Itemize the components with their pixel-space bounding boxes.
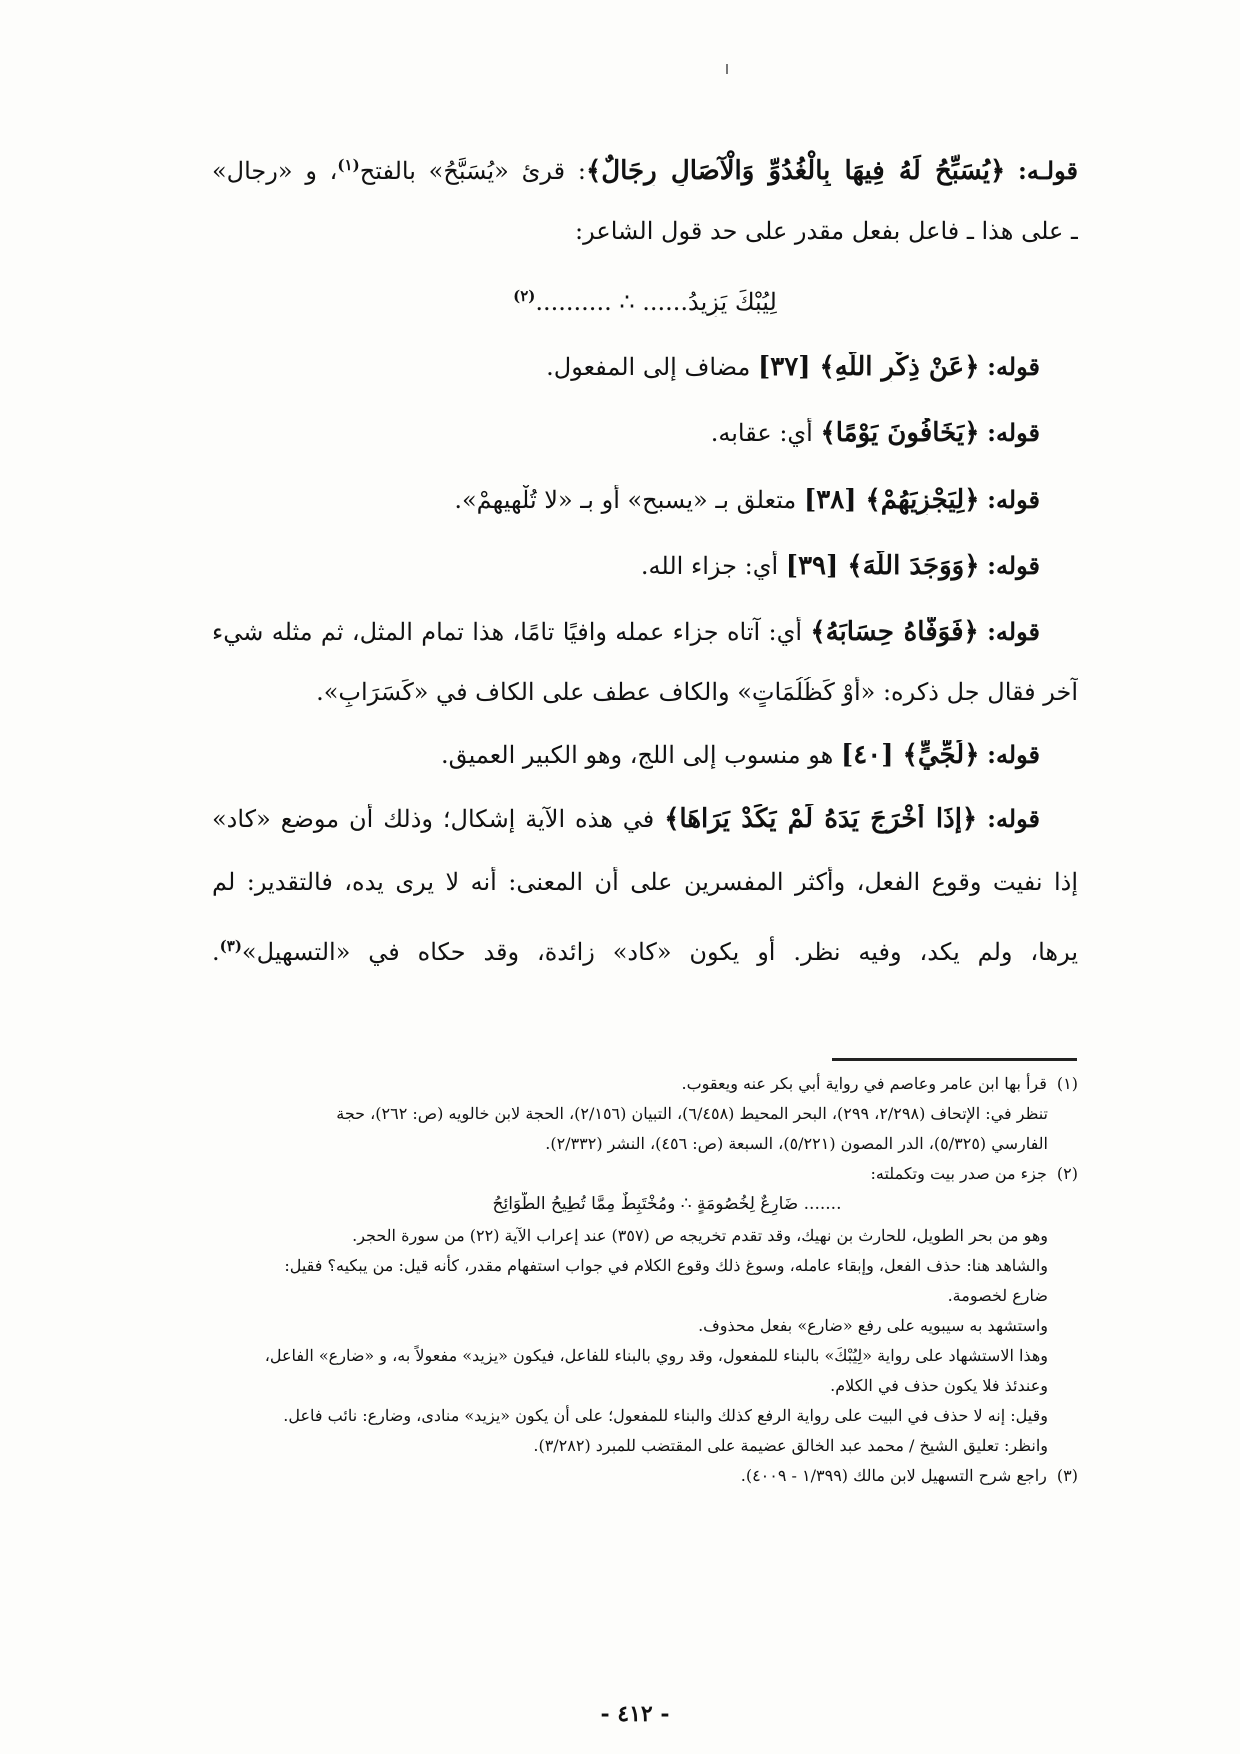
- quran-quote: ﴿وَوَجَدَ اللَّهَ﴾ [٣٩]: [785, 551, 980, 581]
- line-10: [212, 740, 1078, 770]
- footnote-1-line-2: تنظر في: الإتحاف (٢/٢٩٨، ٢٩٩)، البحر المحيط (٦/٤٥٨)، التبيان (٢/١٥٦)، الحجة لابن خالويه (ص: ٢٦٢)، حجة: [336, 1104, 1048, 1123]
- quran-quote: ﴿عَنْ ذِكْرِ اللَّهِ﴾ [٣٧]: [757, 352, 980, 382]
- keyword: قوله:: [987, 617, 1040, 646]
- footnote-1: [256, 1072, 1078, 1096]
- line-2: ـ على هذا ـ فاعل بفعل مقدر على حد قول الشاعر:: [575, 217, 1078, 245]
- footnote-2-line-h: وقيل: إنه لا حذف في البيت على رواية الرفع كذلك والبناء للمفعول؛ على أن يكون «يزيد» منادى، وضارع: نائب فاعل.: [283, 1406, 1048, 1425]
- line-8: [212, 617, 1078, 647]
- line-13: [212, 931, 1078, 967]
- line-1: [212, 150, 1078, 186]
- text: أي: عقابه.: [710, 419, 813, 447]
- quran-quote: ﴿لُجِّيٍّ﴾ [٤٠]: [840, 740, 980, 770]
- quran-quote: ﴿يَخَافُونَ يَوْمًا﴾: [820, 418, 980, 448]
- text: : قرئ «يُسَبَّحُ» بالفتح: [359, 157, 586, 185]
- verse-text: لِيُبْكَ يَزِيدُ...... ∴ ..........: [535, 288, 777, 316]
- text: .: [212, 938, 220, 966]
- keyword: قوله:: [987, 418, 1040, 447]
- footnotes: [256, 1072, 1078, 1488]
- footnote-2-verse: ....... ضَارِعٌ لِخُصُومَةٍ ∴ ومُخْتَبِطٌ مِمَّا تُطِيحُ الطَّوَائِحُ: [492, 1194, 842, 1214]
- top-tick-mark: [726, 64, 728, 74]
- footnote-ref: (٢): [513, 287, 536, 305]
- text: في هذه الآية إشكال؛ وذلك أن موضع «كاد»: [212, 805, 655, 833]
- footnote-2-line-g: وعندئذ فلا يكون حذف في الكلام.: [830, 1376, 1048, 1395]
- line-7: [212, 551, 1078, 581]
- footnote-separator: [832, 1058, 1077, 1061]
- footnote-text: قرأ بها ابن عامر وعاصم في رواية أبي بكر عنه ويعقوب.: [681, 1074, 1047, 1093]
- footnote-2-line-f: وهذا الاستشهاد على رواية «لِيُبْكَ» بالبناء للمفعول، وقد روي بالبناء للفاعل، فيكون «يزيد» مفعولاً به، و «ضارع» الفاعل،: [264, 1346, 1048, 1365]
- footnote-2-line-i: وانظر: تعليق الشيخ / محمد عبد الخالق عضيمة على المقتضب للمبرد (٣/٢٨٢).: [533, 1436, 1048, 1455]
- line-9: آخر فقال جل ذكره: «أَوْ كَظُلُمَاتٍ» والكاف عطف على الكاف في «كَسَرَابٍ».: [316, 678, 1078, 706]
- footnote-text: جزء من صدر بيت وتكملته:: [870, 1164, 1047, 1183]
- footnote-number: (٢): [1056, 1164, 1078, 1183]
- line-6: [212, 485, 1078, 515]
- footnote-1-line-3: الفارسي (٥/٣٢٥)، الدر المصون (٥/٢٢١)، السبعة (ص: ٤٥٦)، النشر (٢/٣٣٢).: [545, 1134, 1048, 1153]
- keyword: قولـه:: [1018, 156, 1078, 185]
- footnote-2-line-d: ضارع لخصومة.: [947, 1286, 1048, 1305]
- keyword: قوله:: [987, 485, 1040, 514]
- footnote-number: (٣): [1056, 1466, 1078, 1485]
- quran-quote: ﴿إِذَا أَخْرَجَ يَدَهُ لَمْ يَكَدْ يَرَاهَا﴾: [664, 804, 978, 834]
- keyword: قوله:: [987, 352, 1040, 381]
- keyword: قوله:: [987, 551, 1040, 580]
- footnote-text: راجع شرح التسهيل لابن مالك (١/٣٩٩ - ٤٠٠٩).: [740, 1466, 1047, 1485]
- text: ، و «رجال»: [212, 157, 338, 185]
- footnote-ref: (٣): [219, 937, 242, 955]
- text: أي: جزاء الله.: [640, 552, 779, 580]
- text: أي: آتاه جزاء عمله وافيًا تامًا، هذا تمام المثل، ثم مثله شيء: [212, 618, 803, 646]
- footnote-2: [256, 1162, 1078, 1186]
- footnote-ref: (١): [337, 156, 360, 174]
- keyword: قوله:: [987, 804, 1040, 833]
- footnote-2-line-e: واستشهد به سيبويه على رفع «ضارع» بفعل محذوف.: [698, 1316, 1048, 1335]
- keyword: قوله:: [987, 740, 1040, 769]
- line-11: [212, 804, 1078, 834]
- quran-quote: ﴿لِيَجْزِيَهُمْ﴾ [٣٨]: [803, 485, 980, 515]
- text: متعلق بـ «يسبح» أو بـ «لا تُلْهِيهِمْ».: [454, 486, 797, 514]
- text: هو منسوب إلى اللج، وهو الكبير العميق.: [440, 741, 834, 769]
- line-12: إذا نفيت وقوع الفعل، وأكثر المفسرين على أن المعنى: أنه لا يرى يده، فالتقدير: لم: [212, 868, 1078, 896]
- main-text: [212, 150, 1078, 967]
- line-5: [212, 418, 1078, 448]
- quran-quote: ﴿فَوَفَّاهُ حِسَابَهُ﴾: [810, 617, 979, 647]
- footnote-2-line-b: وهو من بحر الطويل، للحارث بن نهيك، وقد تقدم تخريجه ص (٣٥٧) عند إعراب الآية (٢٢) من سورة الحجر.: [352, 1226, 1048, 1245]
- text: مضاف إلى المفعول.: [546, 353, 751, 381]
- footnote-2-line-c: والشاهد هنا: حذف الفعل، وإبقاء عامله، وسوغ ذلك وقوع الكلام في جواب استفهام مقدر، كأنه قيل: من يبكيه؟ فقيل:: [284, 1256, 1048, 1275]
- verse-line: [212, 281, 1078, 317]
- quran-quote: ﴿يُسَبِّحُ لَهُ فِيهَا بِالْغُدُوِّ وَالْآصَالِ رِجَالٌ﴾: [585, 156, 1006, 186]
- text: يرها، ولم يكد، وفيه نظر. أو يكون «كاد» زائدة، وقد حكاه في «التسهيل»: [241, 938, 1078, 966]
- page-number: - ٤١٢ -: [600, 1701, 670, 1727]
- line-4: [212, 352, 1078, 382]
- footnote-3: [256, 1464, 1078, 1488]
- footnote-number: (١): [1056, 1074, 1078, 1093]
